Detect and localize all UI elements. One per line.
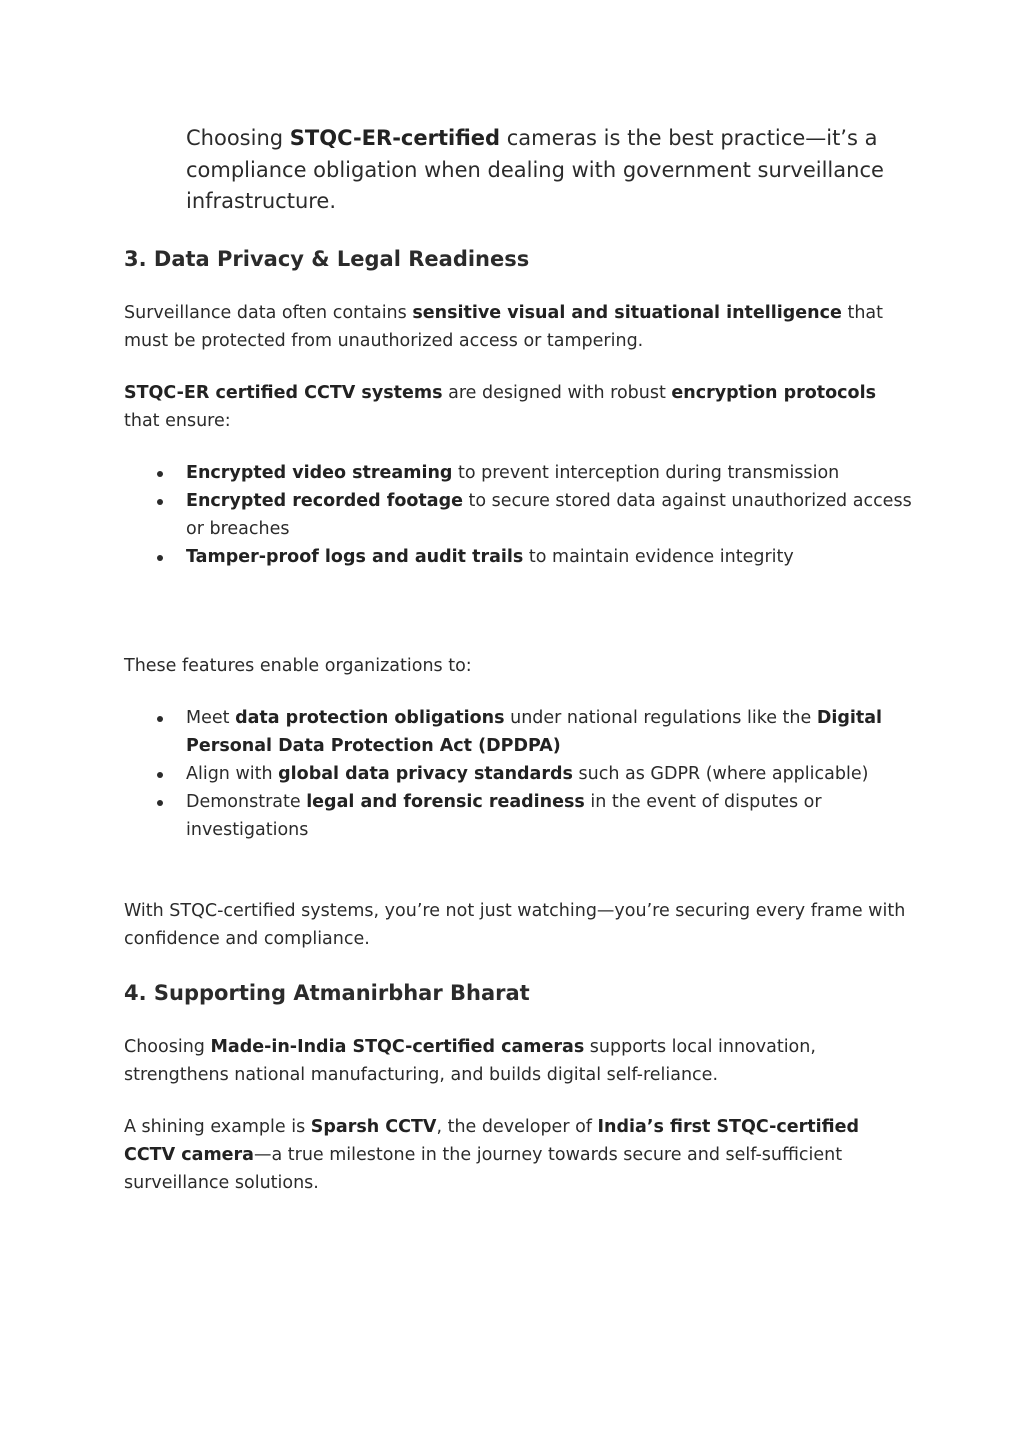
list-item <box>124 704 914 760</box>
s4p2-bold-1: Sparsh CCTV <box>310 1117 437 1137</box>
s4p2-text-1: A shining example is <box>124 1117 311 1137</box>
bullet-icon <box>157 499 163 505</box>
bullet-icon <box>157 716 163 722</box>
s3p1-text-2: that must be protected from unauthorized access or tampering. <box>124 303 883 351</box>
s4p1-bold-1: Made-in-India STQC-certified cameras <box>210 1037 585 1057</box>
list-item-bold: Tamper-proof logs and audit trails <box>186 547 524 567</box>
s3p1-bold-1: sensitive visual and situational intelligence <box>412 303 842 323</box>
s4p1-text-1: Choosing <box>124 1037 211 1057</box>
section-4-paragraph-2 <box>124 1113 914 1197</box>
list-item <box>124 543 914 571</box>
s3p2-text-2: that ensure: <box>124 411 231 431</box>
section-3-paragraph-3: These features enable organizations to: <box>124 656 472 676</box>
list-item-text: such as GDPR (where applicable) <box>572 764 869 784</box>
s3p2-bold-2: encryption protocols <box>671 383 876 403</box>
list-item-text: Align with <box>186 764 279 784</box>
bullet-icon <box>157 471 163 477</box>
section-3-heading: 3. Data Privacy & Legal Readiness <box>124 247 530 271</box>
list-item-bold: Encrypted video streaming <box>186 463 453 483</box>
s4p1-text-2: supports local innovation, strengthens national manufacturing, and builds digital self-reliance. <box>124 1037 816 1085</box>
intro-text-2: cameras is the best practice—it’s a compliance obligation when dealing with government surveillance infrastructure. <box>186 126 884 213</box>
section-3-paragraph-4: With STQC-certified systems, you’re not just watching—you’re securing every frame with confidence and compliance. <box>124 901 906 949</box>
compliance-benefits-list <box>124 704 914 844</box>
s3p1-text-1: Surveillance data often contains <box>124 303 413 323</box>
list-item-text: to maintain evidence integrity <box>523 547 794 567</box>
list-item-text: to secure stored data against unauthorized access or breaches <box>186 491 912 539</box>
section-3-paragraph-1 <box>124 299 914 355</box>
list-item <box>124 459 914 487</box>
s4p2-text-2: , the developer of <box>436 1117 598 1137</box>
intro-text-1: Choosing <box>186 126 290 150</box>
bullet-icon <box>157 800 163 806</box>
bullet-icon <box>157 555 163 561</box>
section-4-heading: 4. Supporting Atmanirbhar Bharat <box>124 981 530 1005</box>
list-item <box>124 760 914 788</box>
intro-paragraph <box>186 123 916 218</box>
list-item-bold: data protection obligations <box>235 708 505 728</box>
list-item-bold: Digital Personal Data Protection Act (DPDPA) <box>186 708 883 756</box>
list-item-text: to prevent interception during transmission <box>452 463 840 483</box>
bullet-icon <box>157 772 163 778</box>
s3p2-text-1: are designed with robust <box>442 383 672 403</box>
list-item <box>124 487 914 543</box>
list-item-bold: legal and forensic readiness <box>306 792 585 812</box>
section-4-paragraph-1 <box>124 1033 914 1089</box>
intro-bold-1: STQC-ER-certified <box>289 126 501 150</box>
list-item-text: under national regulations like the <box>504 708 817 728</box>
list-item-text: in the event of disputes or investigations <box>186 792 822 840</box>
list-item <box>124 788 914 844</box>
list-item-bold: Encrypted recorded footage <box>186 491 463 511</box>
list-item-bold: global data privacy standards <box>278 764 573 784</box>
list-item-text: Demonstrate <box>186 792 307 812</box>
s4p2-bold-2: India’s first STQC-certified CCTV camera <box>124 1117 859 1165</box>
section-3-paragraph-2 <box>124 379 914 435</box>
list-item-text: Meet <box>186 708 236 728</box>
encryption-features-list <box>124 459 914 571</box>
s4p2-text-3: —a true milestone in the journey towards secure and self-sufficient surveillance solutions. <box>124 1145 843 1193</box>
s3p2-bold-1: STQC-ER certified CCTV systems <box>124 383 443 403</box>
